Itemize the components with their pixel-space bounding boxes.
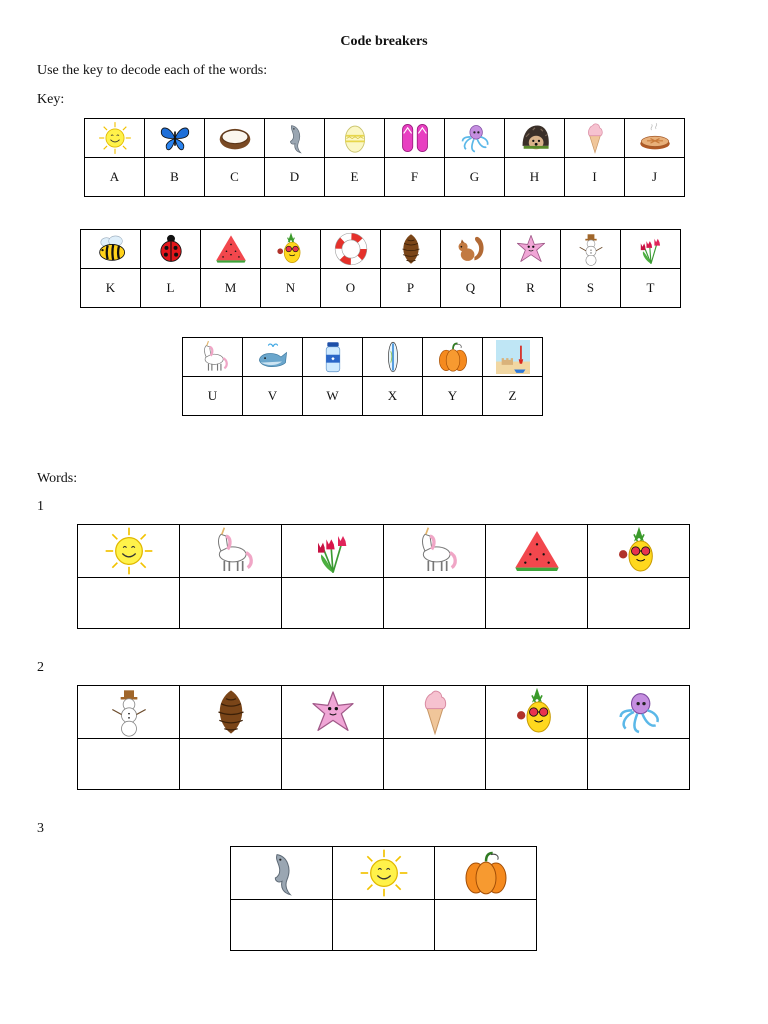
key-letter-e: E	[325, 158, 385, 197]
answer-cell[interactable]	[486, 739, 588, 790]
key-picture-cell	[441, 230, 501, 269]
watermelon-icon	[512, 526, 562, 576]
ice-cream-icon	[410, 687, 460, 737]
key-letter-w: W	[303, 377, 363, 416]
unicorn-icon	[196, 340, 230, 374]
key-picture-cell	[385, 119, 445, 158]
snowman-icon	[574, 232, 608, 266]
key-picture-cell	[561, 230, 621, 269]
key-letter-m: M	[201, 269, 261, 308]
word-2-table	[77, 685, 690, 790]
key-picture-cell	[505, 119, 565, 158]
answer-cell[interactable]	[282, 578, 384, 629]
starfish-icon	[514, 232, 548, 266]
pie-icon	[638, 121, 672, 155]
key-letter-f: F	[385, 158, 445, 197]
key-picture-cell	[303, 338, 363, 377]
word-number-3: 3	[37, 821, 44, 836]
sun-icon	[359, 848, 409, 898]
word-number-1: 1	[37, 499, 44, 514]
key-letter-h: H	[505, 158, 565, 197]
key-letter-r: R	[501, 269, 561, 308]
dolphin-icon	[278, 121, 312, 155]
key-letter-q: Q	[441, 269, 501, 308]
watermelon-icon	[214, 232, 248, 266]
key-picture-cell	[621, 230, 681, 269]
key-letter-p: P	[381, 269, 441, 308]
key-picture-cell	[445, 119, 505, 158]
answer-cell[interactable]	[78, 739, 180, 790]
answer-cell[interactable]	[231, 900, 333, 951]
key-picture-cell	[381, 230, 441, 269]
word-picture-cell	[588, 686, 690, 739]
word-picture-cell	[486, 686, 588, 739]
answer-cell[interactable]	[333, 900, 435, 951]
word-1-table	[77, 524, 690, 629]
page-title: Code breakers	[340, 34, 428, 49]
key-table-u-to-z	[182, 337, 543, 416]
ladybug-icon	[154, 232, 188, 266]
pineapple-icon	[512, 687, 562, 737]
key-picture-cell	[423, 338, 483, 377]
bee-icon	[94, 232, 128, 266]
word-picture-cell	[588, 525, 690, 578]
coconut-icon	[218, 121, 252, 155]
key-letter-k: K	[81, 269, 141, 308]
answer-cell[interactable]	[384, 739, 486, 790]
key-picture-cell	[501, 230, 561, 269]
pumpkin-icon	[461, 848, 511, 898]
answer-cell[interactable]	[180, 739, 282, 790]
egg-icon	[338, 121, 372, 155]
answer-cell[interactable]	[486, 578, 588, 629]
whale-icon	[256, 340, 290, 374]
key-letter-a: A	[85, 158, 145, 197]
life-ring-icon	[334, 232, 368, 266]
key-picture-cell	[265, 119, 325, 158]
pineapple-icon	[614, 526, 664, 576]
water-bottle-icon	[316, 340, 350, 374]
key-picture-cell	[363, 338, 423, 377]
key-table-a-to-j	[84, 118, 685, 197]
key-letter-u: U	[183, 377, 243, 416]
word-picture-cell	[180, 525, 282, 578]
key-picture-cell	[261, 230, 321, 269]
key-letter-g: G	[445, 158, 505, 197]
key-picture-cell	[483, 338, 543, 377]
key-letter-j: J	[625, 158, 685, 197]
word-picture-cell	[435, 847, 537, 900]
word-picture-cell	[78, 686, 180, 739]
unicorn-icon	[410, 526, 460, 576]
word-3-table	[230, 846, 537, 951]
key-letter-o: O	[321, 269, 381, 308]
word-picture-cell	[78, 525, 180, 578]
key-picture-cell	[145, 119, 205, 158]
octopus-icon	[458, 121, 492, 155]
key-letter-t: T	[621, 269, 681, 308]
instruction-text: Use the key to decode each of the words:	[37, 63, 268, 78]
butterfly-icon	[158, 121, 192, 155]
key-picture-cell	[85, 119, 145, 158]
answer-cell[interactable]	[588, 578, 690, 629]
hedgehog-icon	[518, 121, 552, 155]
word-picture-cell	[333, 847, 435, 900]
pinecone-icon	[394, 232, 428, 266]
key-picture-cell	[183, 338, 243, 377]
snowman-icon	[104, 687, 154, 737]
answer-cell[interactable]	[282, 739, 384, 790]
key-letter-n: N	[261, 269, 321, 308]
answer-cell[interactable]	[384, 578, 486, 629]
key-picture-cell	[243, 338, 303, 377]
words-label: Words:	[37, 471, 78, 486]
starfish-icon	[308, 687, 358, 737]
key-letter-c: C	[205, 158, 265, 197]
key-letter-z: Z	[483, 377, 543, 416]
word-picture-cell	[231, 847, 333, 900]
sun-icon	[98, 121, 132, 155]
key-letter-i: I	[565, 158, 625, 197]
key-picture-cell	[81, 230, 141, 269]
answer-cell[interactable]	[180, 578, 282, 629]
surfboard-icon	[376, 340, 410, 374]
word-number-2: 2	[37, 660, 44, 675]
octopus-icon	[614, 687, 664, 737]
answer-cell[interactable]	[588, 739, 690, 790]
answer-cell[interactable]	[435, 900, 537, 951]
key-letter-x: X	[363, 377, 423, 416]
unicorn-icon	[206, 526, 256, 576]
word-picture-cell	[282, 525, 384, 578]
dolphin-icon	[257, 848, 307, 898]
sandcastle-icon	[496, 340, 530, 374]
key-letter-y: Y	[423, 377, 483, 416]
key-table-k-to-t	[80, 229, 681, 308]
tulip-icon	[308, 526, 358, 576]
key-label: Key:	[37, 92, 65, 107]
key-picture-cell	[625, 119, 685, 158]
word-picture-cell	[180, 686, 282, 739]
answer-cell[interactable]	[78, 578, 180, 629]
squirrel-icon	[454, 232, 488, 266]
key-letter-d: D	[265, 158, 325, 197]
key-picture-cell	[201, 230, 261, 269]
key-picture-cell	[141, 230, 201, 269]
flip-flops-icon	[398, 121, 432, 155]
pumpkin-icon	[436, 340, 470, 374]
key-letter-b: B	[145, 158, 205, 197]
word-picture-cell	[486, 525, 588, 578]
pineapple-icon	[274, 232, 308, 266]
key-picture-cell	[321, 230, 381, 269]
sun-icon	[104, 526, 154, 576]
key-letter-l: L	[141, 269, 201, 308]
word-picture-cell	[282, 686, 384, 739]
pinecone-icon	[206, 687, 256, 737]
key-picture-cell	[205, 119, 265, 158]
ice-cream-icon	[578, 121, 612, 155]
key-letter-v: V	[243, 377, 303, 416]
tulip-icon	[634, 232, 668, 266]
key-picture-cell	[325, 119, 385, 158]
word-picture-cell	[384, 525, 486, 578]
word-picture-cell	[384, 686, 486, 739]
key-letter-s: S	[561, 269, 621, 308]
key-picture-cell	[565, 119, 625, 158]
